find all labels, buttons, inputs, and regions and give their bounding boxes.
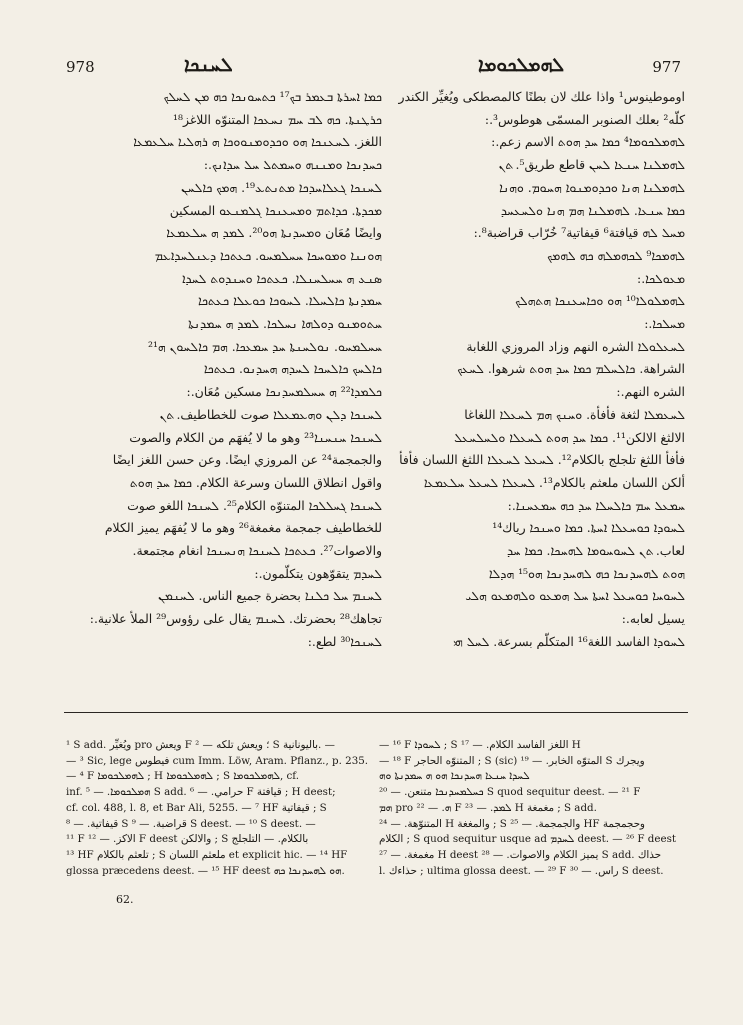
text-line: ܟܪܛܢܬܐ. ܟܗ ܠܒ ܚܡ ܢܚܥܟܐ المتنوّه اللاغز¹⁸ <box>173 111 382 127</box>
text-line: والجمجمة²⁴ عن المروزي ايضًا. وعن حسن اللغز ايضًا <box>112 452 382 468</box>
text-line: الشراهة. ܟܐܠܚܠܡ ܟܡܐ ܚܕ ܗܘܬ شرهوا. ܠܚܥܟ <box>457 361 685 377</box>
footnote-line: ¹¹ F الاكز. — ¹² F deest والالكن ; S بالكلام. — التلجلج <box>66 833 309 846</box>
text-line: ܠܚܥܡܠܐ لثغة فأفأة. ܘܚܢܟ ܗܡ ܠܚܥܠܐ اللغاغا <box>464 406 685 422</box>
text-line: ܚܬܘܡܢܘ ܕܘܠܗܐ ܢܚܠܟܐ. ܠܡܕ ܗ ܚܡܕܢܬܐ <box>188 316 382 332</box>
printer-signature: 62. <box>116 893 134 906</box>
footnote-line: cf. col. 488, l. 8, et Bar Ali, 5255. — ⁷ HF قيفاتية ; S <box>66 801 327 814</box>
right-running-title: ܠܗܡܠܟܘܡܐ <box>478 54 565 76</box>
text-line: لعاب. ܬܢ ܠܚܘܚܘܡܐ ܠܗܚܟܐ. ܟܡܐ ܚܕ <box>507 543 685 559</box>
footnote-line: — ¹⁸ F المتنوّه الحاجر ; S (sic) المتوّه الخابر. — ¹⁹ S ويجرك <box>379 754 645 767</box>
footnote-line: ¹³ HF تلعثم بالكلام ; S ملعثم اللسان et explicit hic. — ¹⁴ HF <box>66 848 348 861</box>
text-line: ܠܚܢܟܐ ܓܥܠܐܚܕܟܐ ܡܬܢܬܥ¹⁹. ܗܡܟ ܟܐܠܚܢ <box>181 179 382 195</box>
footnote-line: ܟܚܠܡܚܕܢܟܐ متنعن. — ²⁰ S quod sequitur deest. — ²¹ F <box>379 786 641 799</box>
footnote-line: ¹ S add. ويُغيِّر pro ويعش F ؛ ويعش تلكه — ² S باليونانية. — <box>66 739 335 751</box>
right-footnotes <box>379 738 683 879</box>
footnote-line: glossa præcedens deest. — ¹⁵ HF deest ܗܘ ܠܗܚܕܢܟܐ ܟܗ. <box>66 864 345 877</box>
right-text-column <box>367 86 685 654</box>
text-line: اللغز. ܠܚܥܢܟܐ ܗܘ ܘܟܕܘܡܢܘܘܟܐ ܗ ܪܗܠܝܐ ܚܠܥܡܥܐ <box>133 134 382 150</box>
text-line: ألكن اللسان ملعثم بالكلام¹³. ܠܚܥܠܐ ܠܚܥܠ ܚܠܥܡܥܐ <box>423 474 685 490</box>
footnote-line: الكلام ; S quod sequitur usque ad ܠܚܕܡ deest. — ²⁶ F deest <box>379 833 676 846</box>
text-line: يسيل لعابه.: <box>621 611 685 627</box>
text-line: ܡܚܠܟܐ.: <box>644 316 685 332</box>
text-line: ܠܚܥܠܘܠܐ الشره النهم وزاد المروزي اللغابة <box>466 338 685 354</box>
left-text-column <box>64 86 382 654</box>
text-line: ܠܚܢܟܐ ܕܠܢ ܘܗܥܡܥܠܐ صوت للخطاطيف. ܬܢ <box>159 406 382 422</box>
footnote-line: — ¹⁶ F ܠܚܘܕܐ ; S اللغز الفاسد الكلام. — ¹⁷ H <box>379 739 581 751</box>
text-line: ܠܚܘܕܐ ܟܘܚܥܠܐ ܐܚܬܐ. ܟܡܐ ܘܚܢܟܐ رياك¹⁴ <box>492 520 685 536</box>
text-line: ܗܘܢܢܐ ܘܡܘܚܟܐ ܚܚܠܡܚܘ. ܟܥܬܟܐ ܕܥܢܠܚܕܐܥܡ <box>154 247 382 263</box>
text-line: ܟܠܡܕܐ²² ܗ ܚܚܠܡܚܕܢܟܐ مسكين مُعَان.: <box>186 384 382 400</box>
text-line: ܣܢܥ ܗ ܚܚܠܚܢܠܐ. ܟܥܬܟܐ ܘܚܢܕܘܬ ܠܚܕܐ <box>182 270 382 286</box>
text-line: الالثغ الالكن¹¹. ܟܡܐ ܚܕ ܗܘܬ ܠܚܥܠܐ ܘܠܚܠܚܥܠ <box>454 429 685 445</box>
text-line: ܠܚܢܟܐ³⁰ لطع.: <box>307 633 382 649</box>
text-line: ܠܚܘܚܐ ܟܘܚܥܠ ܐܚܬܐ ܚܠ ܗܡܥܘ ܘܠܗܡܥܘ ܗܠܝ <box>465 588 685 604</box>
left-footnotes <box>66 738 370 879</box>
footnote-line: ܗܡ pro ܗ. — ²² F ܠܡܕ. — ²³ H مغمغة ; S add. <box>379 801 597 814</box>
text-line: ܚܡܕܢܬܐ ܟܐܠܚܠܐ. ܠܚܘܟܐ ܟܘܥܠܐ ܟܥܬܟܐ <box>197 293 382 309</box>
footnote-line: inf. ܗܡܠܟܘܡܐ. — ⁵ S add. حرامي. — ⁶ F قيافتة ; H deest; <box>66 786 336 799</box>
text-line: ܠܗܡܠܢܐ ܚܢܥܐ ܠܚܢ قاطع طريق⁵. ܬܢ <box>498 157 685 173</box>
text-line: ܗܘܬ ܠܗܚܕܢܟܐ ܟܗ ܠܗܚܕܢܟܐ ܗܘ¹⁵ ܗܕܠܐ <box>488 565 685 581</box>
text-line: ܠܚܢܡ ܚܠ ܟܠܢܐ بحضرة جميع الناس. ܠܚܢܡܢ <box>158 588 382 604</box>
text-line: ܠܗܡܟܐ⁹ ܠܟܗܡܠܗ ܟܗ ܠܗܡܟ <box>547 247 685 263</box>
footnote-line: المتنوّهة. — ²⁴ H والمغغة ; S والجمجمة. — ²⁵ HF وحجمجمة <box>379 817 645 830</box>
footnote-line: — ³ Sic, lege فيطوس cum Imm. Löw, Aram. Pflanz., p. 235. <box>66 754 369 767</box>
text-line: للخطاطيف جمجمة مغمغة²⁶ وهو ما لا يُفهَم يميز الكلام <box>104 520 382 536</box>
text-line: ܚܚܠܡܚܘ. ܢܘܠܚܢܬܐ ܚܕ ܚܡܥܟܐ. ܗܡ ܟܐܠܚܘܢ ܗ²¹ <box>147 338 382 354</box>
text-line: واقول انطلاق اللسان وسرعة الكلام. ܟܡܐ ܚܕ ܗܘܬ <box>129 474 382 490</box>
text-line: ܠܗܡܠܢܐ ܗܢܐ ܘܟܕܘܡܢܘܐ ܗܚܘܡ. ܘܗܢܐ <box>499 179 685 195</box>
text-line: ܠܗܡܠܘܠܐ¹⁰ ܗܘ ܘܟܐܚܥܢܟܐ ܗܬܗܠܟ <box>515 293 685 309</box>
text-line: ܠܚܢܟܐ ܚܢܚܢܐ²³ وهو ما لا يُفهَم من الكلام والصوت <box>129 429 382 445</box>
text-line: ܠܚܘܕܐ الفاسد اللغة¹⁶ المتكلّم بسرعة. ܠܚܠ ܗܝ <box>453 633 685 649</box>
right-page-number: 977 <box>652 58 681 76</box>
text-line: ܠܗܡܠܟܘܡܐ⁴ ܟܡܐ ܚܕ ܗܘܬ الاسم زعم.: <box>491 134 685 150</box>
text-line: الشره النهم.: <box>616 384 685 400</box>
text-line: تجاهك²⁸ بحضرتك. ܠܚܢܡ يقال على رؤوس²⁹ الملأ علانية.: <box>89 611 382 627</box>
footnote-line: l. حذاءك ; ultima glossa deest. — ²⁹ F راس. — ³⁰ S deest. <box>379 864 664 877</box>
text-line: ܟܚܕܢܟܐ ܘܡܢܢܗ ܘܚܡܬܠ ܚܠ ܚܕܐܢܟ.: <box>203 157 382 173</box>
footnote-line: — ⁴ F ܠܗܡܠܟܘܡܐ ; H ܠܗܡܠܟܘܡܐ ; S ܠܗܡܠܟܘܡܐ, cf. <box>66 770 299 783</box>
text-line: اوموطينوس¹ واذا علك لان بطنًا كالمصطكى ويُغيِّر الكندر <box>398 89 685 104</box>
text-line: فأفأ اللثغ تلجلج بالكلام¹². ܠܚܥܠ ܠܚܥܠܐ اللثغ اللسان فأفأ <box>399 452 685 468</box>
text-line: ܡܟܕܬܐ. ܟܕܐܬܡ ܘܡܚܥܢܟܐ ܓܠܡܢܥܘ المسكين <box>169 202 382 218</box>
text-line: والاصوات²⁷. ܟܥܬܟܐ ܠܚܢܟܐ ܗܢܚܢܟܐ انغام مجتمعة. <box>132 543 382 559</box>
footnote-line: قيفاتية. — ⁸ S قراضبة. — ⁹ S deest. — ¹⁰ S deest. — <box>66 817 316 830</box>
left-page-number: 978 <box>66 58 95 76</box>
text-line: ܠܚܕܡ يتقوّهون يتكلّمون.: <box>254 565 382 581</box>
left-running-title: ܠܚܢܟܐ <box>184 54 233 76</box>
text-line: ܠܚܢܟܐ ܓܚܠܠܟܐ المتنوّه الكلام²⁵. ܠܚܢܟܐ اللغو صوت <box>127 497 382 513</box>
footnote-line: ܠܚܕܐ ܚܢܥܐ ܗܚܕܢܟܐ ܗܘ ܗ ܚܡܕܢܬܐ ܘܗ <box>379 770 530 783</box>
text-line: ܚܡܥܠ ܚܡ ܟܐܠܚܠܐ ܚܕ ܟܗ ܚܡܥܚܢܐ.: <box>507 497 685 513</box>
text-line: ܟܡܐ ܐܚܪܬܐ ܒܥܡܪ ܒܟ¹⁷ ܟܬܚܘܢܟܐ ܟܗ ܡܢ ܠܚܠܟ <box>163 89 382 104</box>
text-line: ܟܐܠܚܟ ܟܐܠܚܟܐ ܠܚܕܗ ܗܚܕܢܘ. ܟܥܬܟܐ <box>203 361 382 377</box>
text-line: ܡܥܘܠܟܐ.: <box>637 270 685 286</box>
text-line: كلّه² بعلك الصنوبر المسمّى هوطوس³.: <box>484 111 685 127</box>
text-line: ܡܚܠ ܠܗ قيافتة⁶ قيفاتية⁷ خُرّاب قراضبة⁸.: <box>473 225 685 241</box>
footnote-line: مغمغة. — ²⁷ H deest يميز الكلام والاصوات. — ²⁸ S add. حذاك <box>379 848 661 861</box>
footnote-divider <box>64 712 688 713</box>
text-line: ܟܡܐ ܚܢܥܐ. ܠܗܡܠܢܐ ܗܡ ܗܢܐ ܘܠܚܥܚܕ <box>500 202 685 218</box>
text-line: وايضًا مُعَان ܘܡܚܕܢܬܐ ܗܘ²⁰. ܠܡܕ ܗ ܚܠܥܡܥܐ <box>166 225 382 241</box>
